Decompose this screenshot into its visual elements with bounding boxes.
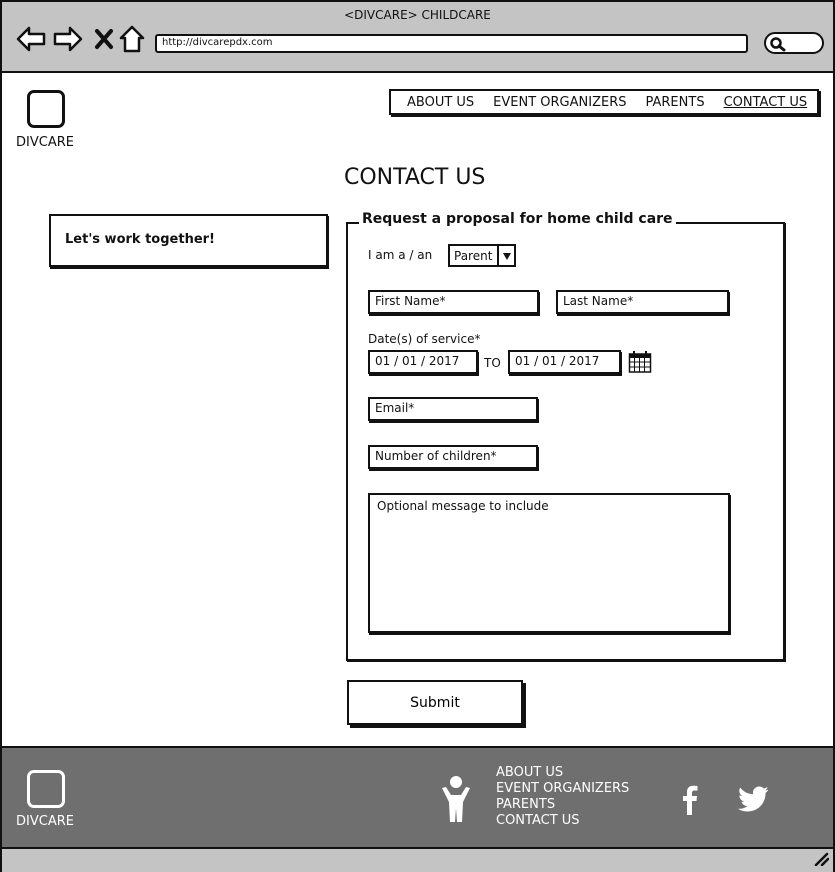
- date-from-input[interactable]: 01 / 01 / 2017: [368, 350, 478, 374]
- forward-arrow-icon[interactable]: [53, 24, 83, 54]
- dates-label: Date(s) of service*: [368, 332, 481, 346]
- children-count-input[interactable]: Number of children*: [368, 445, 538, 469]
- logo-text: DIVCARE: [16, 135, 74, 150]
- twitter-icon[interactable]: [738, 786, 768, 816]
- browser-chrome: [2, 2, 833, 73]
- calendar-icon[interactable]: [628, 350, 652, 378]
- footer-links: [496, 765, 629, 829]
- nav-about-us[interactable]: ABOUT US: [407, 94, 475, 110]
- footer-link-event-organizers[interactable]: EVENT ORGANIZERS: [496, 781, 630, 796]
- top-navigation: [389, 89, 819, 115]
- person-icon: [439, 776, 473, 826]
- first-name-input[interactable]: First Name*: [368, 290, 539, 314]
- email-input[interactable]: Email*: [368, 397, 538, 421]
- date-separator: TO: [484, 356, 501, 370]
- submit-button[interactable]: Submit: [347, 680, 523, 725]
- browser-search-input[interactable]: [764, 32, 824, 54]
- message-textarea[interactable]: Optional message to include: [368, 493, 730, 633]
- facebook-icon[interactable]: [679, 783, 699, 819]
- form-legend: Request a proposal for home child care: [359, 211, 676, 227]
- window-title: <DIVCARE> CHILDCARE: [344, 8, 491, 22]
- url-input[interactable]: http://divcarepdx.com: [155, 34, 748, 53]
- chevron-down-icon: [497, 246, 514, 265]
- role-select[interactable]: [448, 244, 516, 267]
- intro-panel: Let's work together!: [49, 214, 328, 267]
- footer-link-parents[interactable]: PARENTS: [496, 797, 556, 812]
- page-title: CONTACT US: [344, 165, 486, 190]
- nav-contact-us[interactable]: CONTACT US: [723, 94, 808, 110]
- role-label: I am a / an: [368, 248, 433, 262]
- resize-grip-icon[interactable]: [813, 851, 829, 870]
- status-bar: [2, 849, 833, 872]
- close-icon[interactable]: [89, 24, 119, 54]
- home-icon[interactable]: [117, 24, 147, 54]
- logo[interactable]: [27, 90, 65, 128]
- date-to-input[interactable]: 01 / 01 / 2017: [508, 350, 621, 374]
- footer-link-contact-us[interactable]: CONTACT US: [496, 813, 580, 828]
- footer-logo[interactable]: [27, 770, 65, 808]
- last-name-input[interactable]: Last Name*: [556, 290, 729, 314]
- nav-parents[interactable]: PARENTS: [645, 94, 705, 110]
- search-icon: [769, 36, 787, 52]
- footer-link-about-us[interactable]: ABOUT US: [496, 765, 564, 780]
- nav-event-organizers[interactable]: EVENT ORGANIZERS: [493, 94, 627, 110]
- back-arrow-icon[interactable]: [16, 24, 46, 54]
- footer: [2, 746, 833, 849]
- footer-logo-text: DIVCARE: [16, 814, 74, 829]
- role-select-value: Parent: [454, 248, 493, 263]
